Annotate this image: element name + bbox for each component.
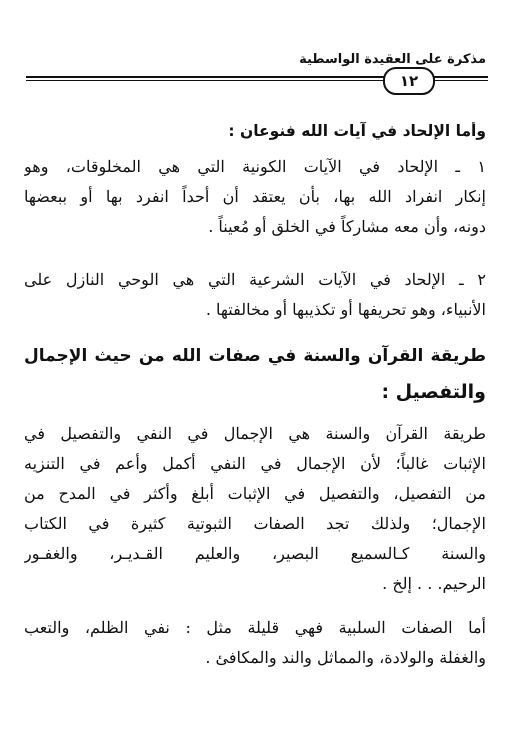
text-line: الإجمال؛ ولذلك تجد الصفات الثبوتية كثيرة في الكتاب — [24, 514, 486, 533]
text-line: ١ ـ الإلحاد في الآيات الكونية التي هي المخلوقات، وهو — [24, 157, 486, 176]
text-line: والسنة كـالسميع البصير، والعليم القـديـر، والغفـور — [24, 544, 486, 563]
text-line: الرحيم. . . إلخ . — [382, 574, 486, 593]
text-line: الأنبياء، وهو تحريفها أو تكذيبها أو مخالفتها . — [205, 300, 486, 319]
list-item-2 — [24, 265, 486, 325]
page-number: ١٢ — [383, 67, 435, 95]
text-line: ٢ ـ الإلحاد في الآيات الشرعية التي هي الوحي النازل على — [24, 270, 486, 289]
running-title: مذكرة على العقيدة الواسطية — [299, 52, 486, 67]
text-line: دونه، وأن معه مشاركاً في الخلق أو مُعيناً . — [208, 217, 486, 236]
heading-line: والتفصيل : — [381, 381, 486, 403]
text-line: الإثبات غالباً؛ لأن الإجمال في النفي أكمل وأعم في التنزيه — [24, 454, 486, 473]
text-line: طريقة القرآن والسنة هي الإجمال في النفي والتفصيل في — [24, 424, 486, 443]
paragraph-2 — [24, 613, 486, 673]
subheading-text: وأما الإلحاد في آيات الله فنوعان : — [228, 122, 486, 140]
text-line: من التفصيل، والتفصيل في الإثبات أبلغ وأكثر في المدح من — [24, 484, 486, 503]
text-line: أما الصفات السلبية فهي قليلة مثل : نفي الظلم، والتعب — [24, 618, 486, 637]
heading-line: طريقة القرآن والسنة في صفات الله من حيث الإجمال — [24, 346, 486, 366]
text-line: والغفلة والولادة، والمماثل والند والمكافئ . — [205, 648, 486, 667]
subheading-ilhad-types — [24, 122, 486, 140]
paragraph-1 — [24, 419, 486, 599]
text-line: إنكار انفراد الله بها، بأن يعتقد أن أحداً انفرد بها أو ببعضها — [24, 187, 486, 206]
section-heading — [24, 338, 486, 410]
list-item-1 — [24, 152, 486, 242]
